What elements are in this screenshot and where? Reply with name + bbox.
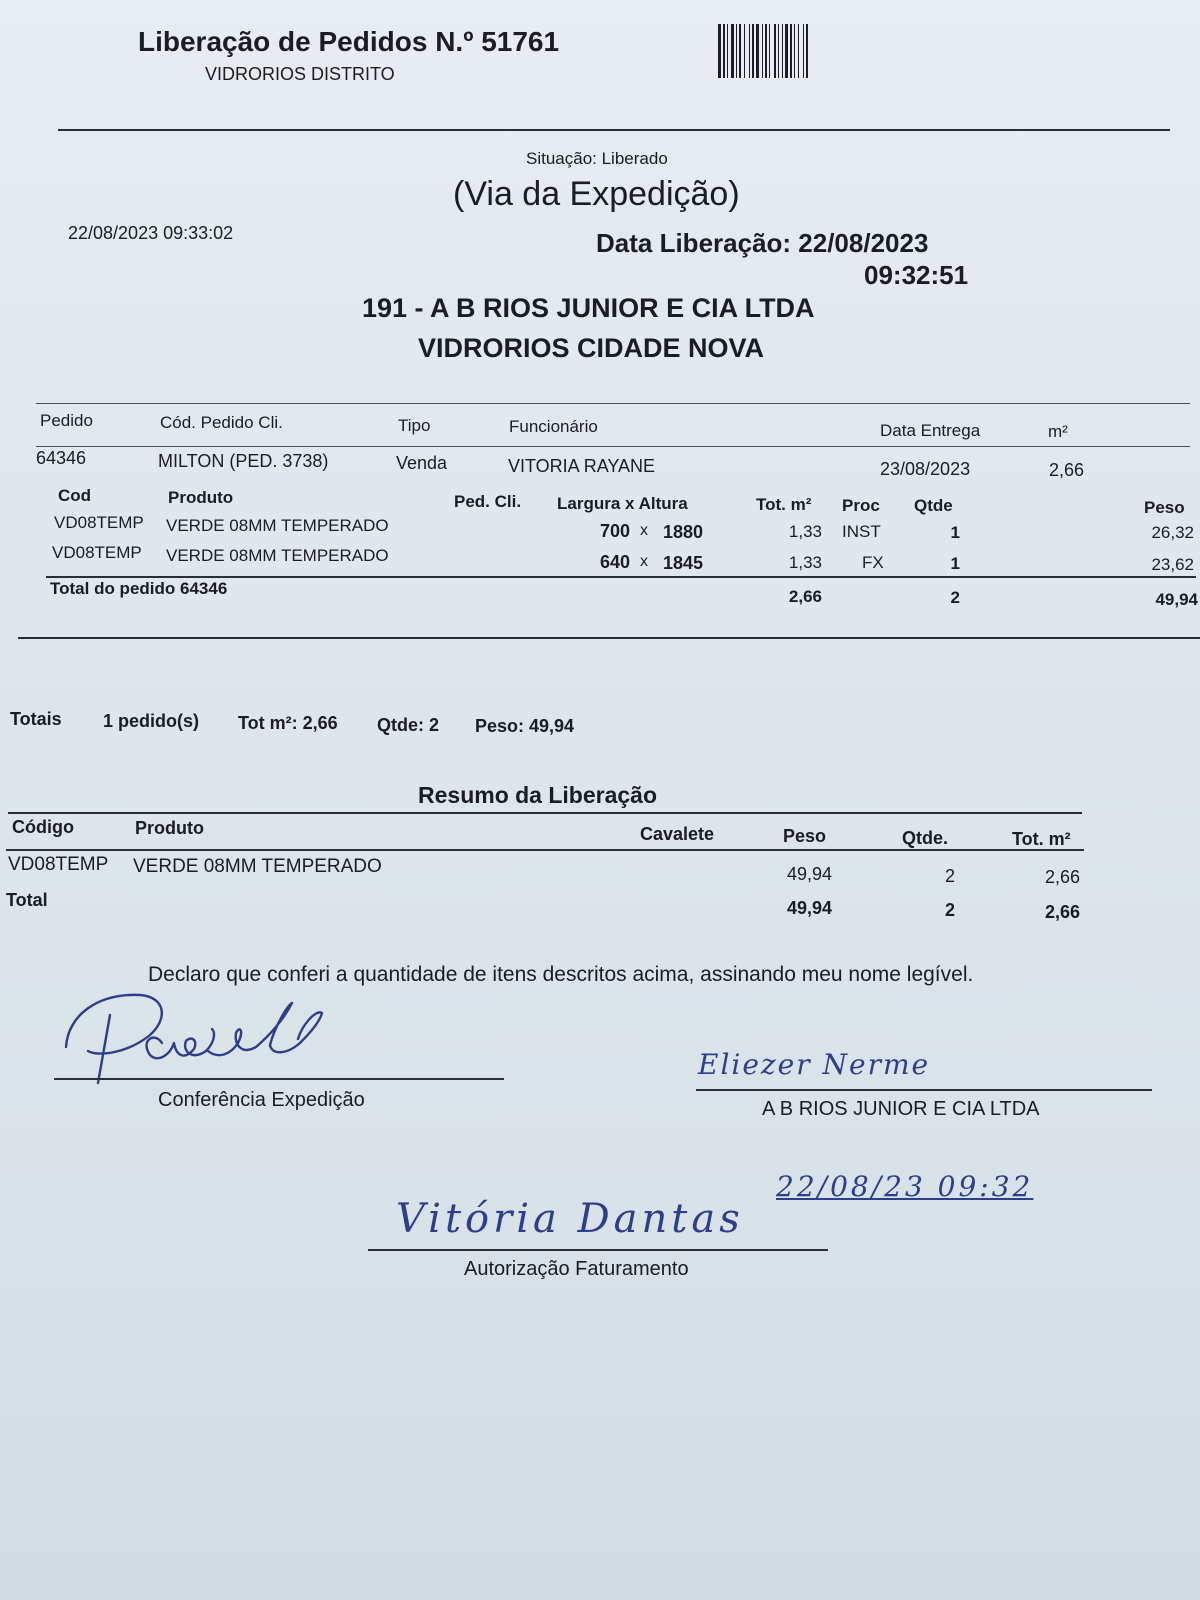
order-data-entrega: 23/08/2023 bbox=[880, 459, 971, 479]
item-2-altura: 1845 bbox=[663, 553, 704, 573]
client-handwritten-name: Eliezer Nerme bbox=[698, 1048, 931, 1081]
autorizacao-line bbox=[368, 1249, 828, 1251]
item-2-tot-m2: 1,33 bbox=[788, 553, 822, 572]
resumo-row-peso: 49,94 bbox=[786, 864, 832, 884]
resumo-col-qtde: Qtde. bbox=[902, 828, 949, 848]
totais-label: Totais bbox=[10, 709, 62, 729]
item-col-produto: Produto bbox=[168, 488, 234, 507]
resumo-total-label: Total bbox=[6, 890, 48, 910]
resumo-col-cavalete: Cavalete bbox=[640, 824, 715, 844]
order-tipo: Venda bbox=[396, 453, 448, 473]
order-section-rule bbox=[18, 637, 1200, 639]
conferencia-line bbox=[54, 1078, 504, 1080]
totais-pedidos: 1 pedido(s) bbox=[103, 711, 200, 731]
barcode bbox=[718, 24, 912, 78]
item-1-x: x bbox=[640, 522, 648, 539]
item-1-tot-m2: 1,33 bbox=[788, 522, 822, 541]
item-2-proc: FX bbox=[862, 553, 884, 572]
item-1-proc: INST bbox=[842, 522, 881, 541]
order-header-rule bbox=[36, 446, 1190, 447]
totais-tot-m2: Tot m²: 2,66 bbox=[238, 713, 338, 733]
item-col-tot-m2: Tot. m² bbox=[756, 495, 812, 514]
resumo-col-tot-m2: Tot. m² bbox=[1012, 829, 1071, 849]
item-1-cod: VD08TEMP bbox=[54, 513, 144, 532]
item-1-largura: 700 bbox=[599, 521, 630, 541]
col-m2: m² bbox=[1048, 422, 1068, 441]
autorizacao-handwritten-name: Vitória Dantas bbox=[396, 1196, 744, 1242]
item-2-cod: VD08TEMP bbox=[52, 543, 142, 562]
item-2-produto: VERDE 08MM TEMPERADO bbox=[166, 546, 389, 565]
order-table-top-rule bbox=[36, 403, 1190, 404]
order-funcionario: VITORIA RAYANE bbox=[508, 456, 656, 476]
resumo-top-rule bbox=[8, 812, 1082, 814]
item-col-largura-altura: Largura x Altura bbox=[557, 494, 688, 513]
order-total-label: Total do pedido 64346 bbox=[50, 579, 228, 598]
client-signature-label: A B RIOS JUNIOR E CIA LTDA bbox=[762, 1098, 1040, 1120]
item-1-produto: VERDE 08MM TEMPERADO bbox=[166, 516, 389, 535]
item-2-largura: 640 bbox=[599, 552, 630, 572]
autorizacao-label: Autorização Faturamento bbox=[464, 1258, 689, 1280]
resumo-col-produto: Produto bbox=[135, 818, 204, 838]
item-col-cod: Cod bbox=[58, 486, 92, 505]
item-col-proc: Proc bbox=[842, 496, 880, 515]
item-col-peso: Peso bbox=[1144, 498, 1185, 517]
status-label: Situação: Liberado bbox=[526, 149, 668, 168]
printed-timestamp: 22/08/2023 09:33:02 bbox=[68, 223, 234, 243]
client-signature-line bbox=[696, 1089, 1152, 1091]
conferencia-label: Conferência Expedição bbox=[158, 1089, 365, 1111]
item-col-ped-cli: Ped. Cli. bbox=[454, 492, 522, 511]
col-tipo: Tipo bbox=[398, 416, 431, 435]
col-pedido: Pedido bbox=[40, 411, 93, 430]
resumo-row-codigo: VD08TEMP bbox=[8, 854, 109, 875]
order-total-peso: 49,94 bbox=[1155, 590, 1198, 609]
item-1-qtde: 1 bbox=[950, 523, 960, 542]
col-funcionario: Funcionário bbox=[509, 417, 598, 436]
item-1-altura: 1880 bbox=[663, 522, 704, 542]
header-divider bbox=[58, 129, 1170, 131]
resumo-col-codigo: Código bbox=[12, 817, 74, 837]
totais-peso: Peso: 49,94 bbox=[475, 716, 575, 736]
resumo-col-peso: Peso bbox=[783, 826, 827, 846]
item-2-qtde: 1 bbox=[950, 554, 960, 573]
order-m2: 2,66 bbox=[1049, 460, 1085, 480]
branch-name: VIDRORIOS CIDADE NOVA bbox=[418, 333, 765, 363]
item-2-x: x bbox=[640, 553, 648, 570]
order-total-qtde: 2 bbox=[950, 588, 960, 607]
totais-qtde: Qtde: 2 bbox=[377, 715, 440, 735]
resumo-row-qtde: 2 bbox=[944, 866, 955, 886]
order-cod-cli: MILTON (PED. 3738) bbox=[158, 451, 329, 471]
order-pedido: 64346 bbox=[36, 448, 87, 468]
resumo-row-tot-m2: 2,66 bbox=[1044, 867, 1080, 887]
release-time: 09:32:51 bbox=[864, 260, 969, 290]
resumo-title: Resumo da Liberação bbox=[418, 782, 658, 808]
release-date: Data Liberação: 22/08/2023 bbox=[596, 228, 929, 258]
document-title: Liberação de Pedidos N.º 51761 bbox=[138, 26, 560, 57]
company-name: VIDRORIOS DISTRITO bbox=[205, 64, 395, 84]
order-total-m2: 2,66 bbox=[788, 587, 822, 606]
order-total-rule bbox=[46, 576, 1196, 578]
item-1-peso: 26,32 bbox=[1151, 523, 1194, 542]
resumo-total-tot-m2: 2,66 bbox=[1044, 902, 1080, 922]
col-data-entrega: Data Entrega bbox=[880, 421, 981, 440]
resumo-total-qtde: 2 bbox=[944, 900, 955, 920]
resumo-total-peso: 49,94 bbox=[786, 898, 832, 918]
resumo-row-produto: VERDE 08MM TEMPERADO bbox=[133, 856, 382, 877]
declaration-text: Declaro que conferi a quantidade de itens descritos acima, assinando meu nome legível. bbox=[148, 963, 974, 986]
item-2-peso: 23,62 bbox=[1151, 555, 1194, 574]
resumo-header-rule bbox=[6, 849, 1084, 851]
copy-label: (Via da Expedição) bbox=[453, 175, 740, 213]
item-col-qtde: Qtde bbox=[914, 496, 953, 515]
col-cod-pedido-cli: Cód. Pedido Cli. bbox=[160, 413, 283, 432]
handwritten-datetime: 22/08/23 09:32 bbox=[776, 1170, 1034, 1203]
client-name: 191 - A B RIOS JUNIOR E CIA LTDA bbox=[362, 293, 815, 323]
